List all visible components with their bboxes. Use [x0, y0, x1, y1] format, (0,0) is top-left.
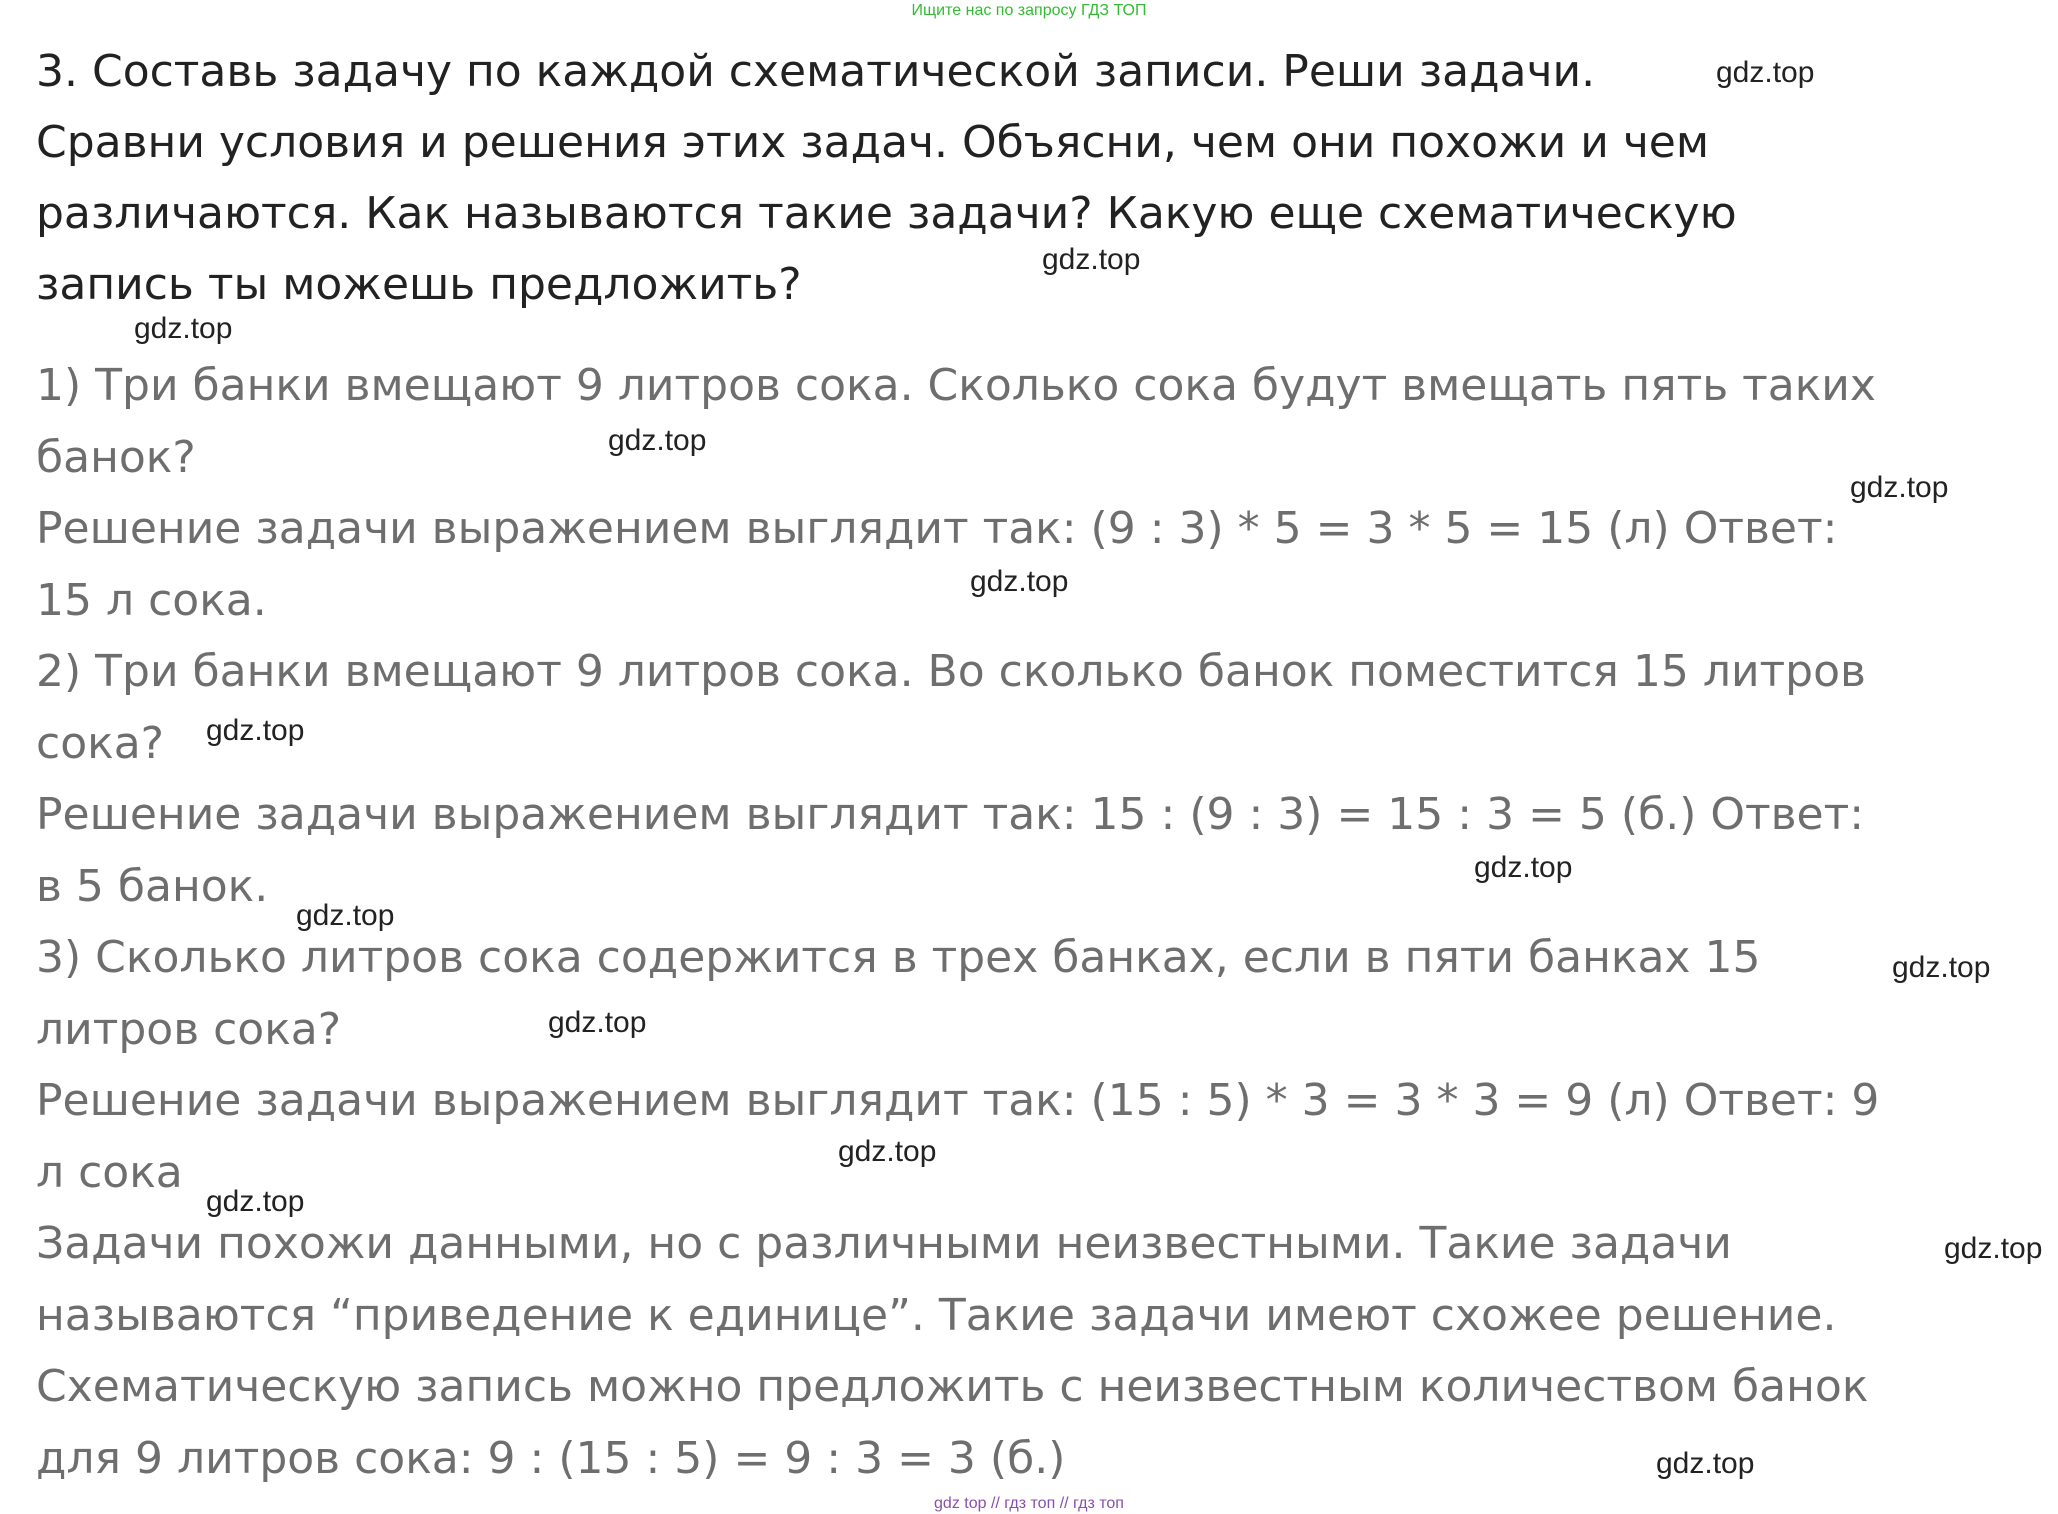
watermark: gdz.top — [1042, 243, 1141, 276]
answer-line-16: для 9 литров сока: 9 : (15 : 5) = 9 : 3 = 3 (б.) — [36, 1433, 1066, 1484]
watermark: gdz.top — [1850, 471, 1949, 504]
answer-line-9: 3) Сколько литров сока содержится в трех банках, если в пяти банках 15 — [36, 932, 1761, 983]
answer-line-7: Решение задачи выражением выглядит так: 15 : (9 : 3) = 15 : 3 = 5 (б.) Ответ: — [36, 789, 1865, 840]
watermark: gdz.top — [296, 899, 395, 932]
answer-line-12: л сока — [36, 1147, 183, 1198]
watermark: gdz.top — [838, 1135, 937, 1168]
question-line-4: запись ты можешь предложить? — [36, 259, 802, 310]
answer-line-15: Схематическую запись можно предложить с неизвестным количеством банок — [36, 1361, 1869, 1412]
watermark: gdz.top — [1656, 1447, 1755, 1480]
answer-line-14: называются “приведение к единице”. Такие задачи имеют схожее решение. — [36, 1290, 1837, 1341]
question-line-1: 3. Составь задачу по каждой схематической записи. Реши задачи. — [36, 46, 1596, 97]
answer-line-3: Решение задачи выражением выглядит так: (9 : 3) * 5 = 3 * 5 = 15 (л) Ответ: — [36, 503, 1838, 554]
answer-line-11: Решение задачи выражением выглядит так: (15 : 5) * 3 = 3 * 3 = 9 (л) Ответ: 9 — [36, 1075, 1880, 1126]
watermark: gdz.top — [206, 1185, 305, 1218]
answer-line-10: литров сока? — [36, 1004, 342, 1055]
question-line-2: Сравни условия и решения этих задач. Объясни, чем они похожи и чем — [36, 117, 1710, 168]
watermark: gdz.top — [1474, 851, 1573, 884]
watermark: gdz.top — [1944, 1232, 2043, 1265]
watermark: gdz.top — [1716, 56, 1815, 89]
answer-line-5: 2) Три банки вмещают 9 литров сока. Во сколько банок поместится 15 литров — [36, 646, 1866, 697]
watermark: gdz.top — [134, 312, 233, 345]
watermark: gdz.top — [970, 565, 1069, 598]
top-banner: Ищите нас по запросу ГДЗ ТОП — [911, 2, 1147, 19]
answer-line-8: в 5 банок. — [36, 861, 269, 912]
answer-line-2: банок? — [36, 432, 196, 483]
watermark: gdz.top — [608, 424, 707, 457]
footer-links: gdz top // гдз топ // гдз топ — [934, 1495, 1124, 1512]
question-line-3: различаются. Как называются такие задачи? Какую еще схематическую — [36, 188, 1737, 239]
answer-line-6: сока? — [36, 718, 165, 769]
answer-line-4: 15 л сока. — [36, 575, 267, 626]
watermark: gdz.top — [206, 714, 305, 747]
watermark: gdz.top — [1892, 951, 1991, 984]
answer-line-13: Задачи похожи данными, но с различными неизвестными. Такие задачи — [36, 1218, 1732, 1269]
watermark: gdz.top — [548, 1006, 647, 1039]
answer-line-1: 1) Три банки вмещают 9 литров сока. Сколько сока будут вмещать пять таких — [36, 360, 1876, 411]
